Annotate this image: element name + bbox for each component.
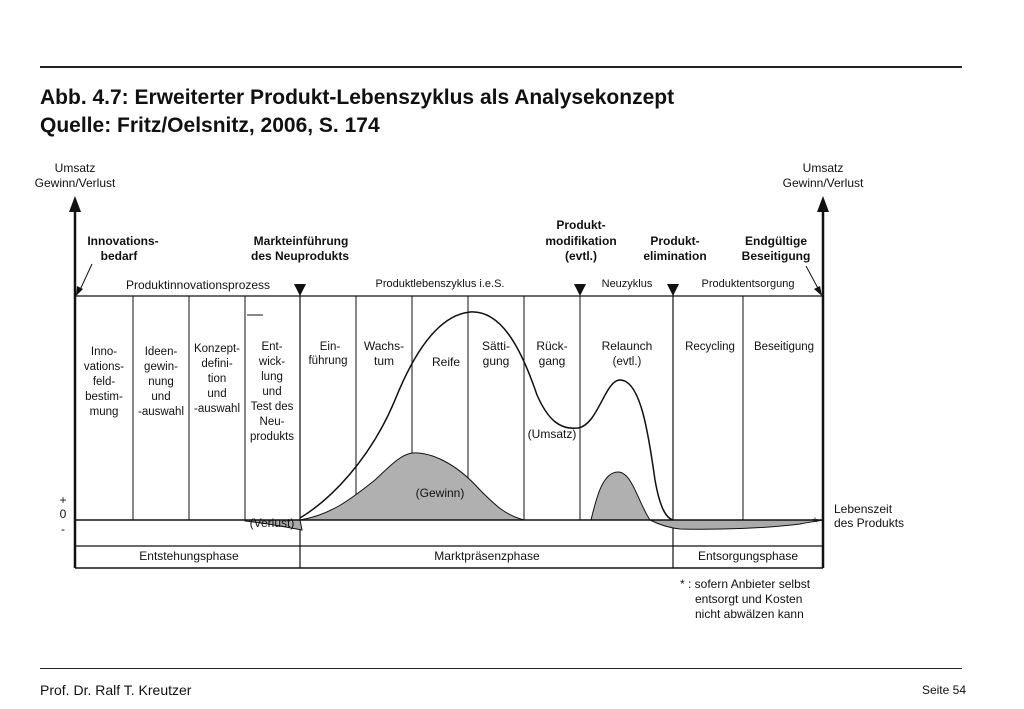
- milestone-markteinfuehrung-1: Markteinführung: [253, 234, 349, 248]
- phase-entsorgung: Entsorgungsphase: [697, 549, 799, 563]
- right-axis-label-2: Gewinn/Verlust: [782, 176, 864, 190]
- stage-ideengewinnung: [138, 346, 184, 418]
- stage-konzept-3: tion: [207, 373, 227, 385]
- stage-entwicklung-7: produkts: [249, 431, 295, 443]
- x-axis-label-1: Lebenszeit: [834, 502, 893, 516]
- note-line-2: entsorgt und Kosten: [695, 592, 803, 606]
- band-produktinnovationsprozess: Produktinnovationsprozess: [125, 278, 271, 292]
- sign-plus: +: [59, 493, 67, 507]
- star-marker: *: [812, 514, 818, 530]
- arrowhead-modifikation-icon: [574, 284, 586, 296]
- stage-ideenfeld-4: bestim-: [85, 391, 123, 403]
- stage-entwicklung-1: Ent-: [261, 341, 283, 353]
- stage-entwicklung-5: Test des: [250, 401, 294, 413]
- bottom-rule: [40, 668, 962, 669]
- footer-author: Prof. Dr. Ralf T. Kreutzer: [40, 682, 192, 698]
- stage-entwicklung-3: lung: [261, 371, 283, 383]
- milestone-modifikation-3: (evtl.): [564, 249, 598, 263]
- sign-zero: 0: [59, 507, 67, 521]
- left-axis-arrow-icon: [69, 196, 81, 212]
- stage-beseitigung: Beseitigung: [753, 341, 815, 353]
- stage-saettigung-1: Sätti-: [481, 339, 511, 353]
- milestone-elimination-1: Produkt-: [650, 234, 700, 248]
- stage-entwicklung-6: Neu-: [259, 416, 285, 428]
- stage-wachstum-2: tum: [373, 354, 395, 368]
- note-line-3: nicht abwälzen kann: [695, 607, 804, 621]
- curve-label-umsatz: (Umsatz): [527, 427, 577, 441]
- curve-label-gewinn: (Gewinn): [415, 486, 465, 500]
- right-axis-label-1: Umsatz: [802, 161, 844, 175]
- profit-area-main: [300, 453, 524, 520]
- stage-konzept-5: -auswahl: [193, 403, 241, 415]
- stage-relaunch-2: (evtl.): [612, 356, 642, 368]
- curve-label-verlust: (Verlust): [249, 516, 295, 530]
- milestone-beseitigung-1: Endgültige: [745, 234, 807, 248]
- stage-wachstum-1: Wachs-: [363, 339, 405, 353]
- stage-ideenfeld: [84, 346, 124, 418]
- loss-area-right: [650, 520, 823, 529]
- milestone-arrow-innovationsbedarf: [79, 264, 92, 292]
- milestone-innovationsbedarf-1: Innovations-: [87, 234, 159, 248]
- band-neuzyklus: Neuzyklus: [601, 278, 653, 290]
- arrowhead-innovationsbedarf-icon: [76, 286, 83, 296]
- milestone-modifikation-2: modifikation: [545, 234, 617, 248]
- left-axis-label-1: Umsatz: [54, 161, 96, 175]
- stage-ideenfeld-3: feld-: [92, 376, 116, 388]
- milestone-innovationsbedarf-2: bedarf: [100, 249, 138, 263]
- stage-konzept-2: defini-: [201, 358, 233, 370]
- phase-marktpraesenz: Marktpräsenzphase: [434, 549, 540, 563]
- stage-entwicklung-2: wick-: [258, 356, 286, 368]
- sign-minus: -: [61, 522, 65, 536]
- band-produktlebenszyklus: Produktlebenszyklus i.e.S.: [375, 278, 505, 290]
- right-axis-arrow-icon: [817, 196, 829, 212]
- note-line-1: * : sofern Anbieter selbst: [680, 577, 811, 591]
- stage-ideengewinnung-1: Ideen-: [144, 346, 178, 358]
- stage-recycling: Recycling: [685, 341, 735, 353]
- stage-einfuehrung-1: Ein-: [319, 341, 341, 353]
- stage-konzept-4: und: [207, 388, 227, 400]
- x-axis-label-2: des Produkts: [834, 516, 905, 530]
- arrowhead-beseitigung-icon: [814, 286, 822, 296]
- stage-reife: Reife: [431, 355, 461, 369]
- stage-konzept-1: Konzept-: [193, 343, 241, 355]
- milestone-elimination-2: elimination: [643, 249, 707, 263]
- left-axis-label-2: Gewinn/Verlust: [34, 176, 116, 190]
- stage-saettigung-2: gung: [482, 354, 510, 368]
- footer-page: Seite 54: [921, 683, 966, 697]
- stage-einfuehrung-2: führung: [308, 355, 348, 367]
- stage-ideenfeld-1: Inno-: [90, 346, 118, 358]
- stage-rueckgang-1: Rück-: [536, 339, 568, 353]
- stage-ideenfeld-5: mung: [89, 406, 119, 418]
- stage-rueckgang-2: gang: [538, 354, 566, 368]
- stage-relaunch-1: Relaunch: [601, 339, 653, 353]
- slide-source: Quelle: Fritz/Oelsnitz, 2006, S. 174: [40, 114, 380, 137]
- stage-ideengewinnung-5: -auswahl: [137, 406, 185, 418]
- milestone-modifikation-1: Produkt-: [556, 218, 606, 232]
- stage-ideengewinnung-3: nung: [148, 376, 174, 388]
- stage-entwicklung: [250, 341, 294, 443]
- stage-ideengewinnung-4: und: [151, 391, 171, 403]
- phase-entstehung: Entstehungsphase: [139, 549, 239, 563]
- band-produktentsorgung: Produktentsorgung: [701, 278, 795, 290]
- milestone-markteinfuehrung-2: des Neuprodukts: [250, 249, 350, 263]
- stage-ideenfeld-2: vations-: [83, 361, 125, 373]
- slide-title: Abb. 4.7: Erweiterter Produkt-Lebenszyklus als Analysekonzept: [40, 86, 675, 109]
- milestone-beseitigung-2: Beseitigung: [741, 249, 811, 263]
- stage-konzept: [194, 343, 240, 415]
- stage-entwicklung-4: und: [262, 386, 282, 398]
- profit-area-relaunch: [591, 472, 650, 520]
- stage-ideengewinnung-2: gewin-: [144, 361, 178, 373]
